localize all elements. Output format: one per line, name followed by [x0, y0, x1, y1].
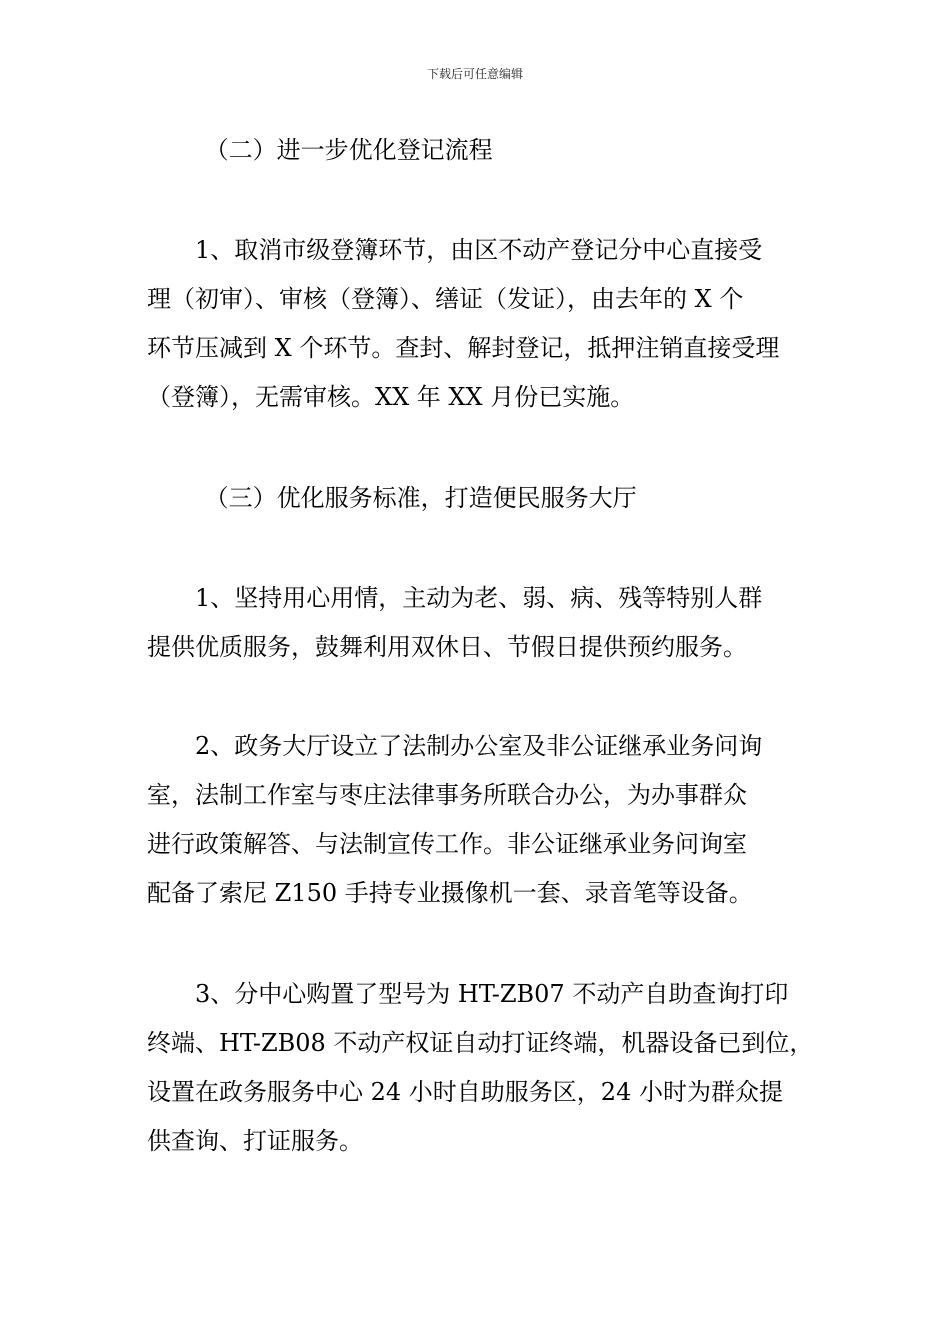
paragraph-line: 1、取消市级登簿环节，由区不动产登记分中心直接受 [195, 236, 763, 264]
paragraph-line: 提供优质服务，鼓舞利用双休日、节假日提供预约服务。 [147, 633, 747, 661]
paragraph-special-groups [147, 574, 812, 672]
section-heading-2: （二）进一步优化登记流程 [204, 136, 493, 164]
paragraph-line: 设置在政务服务中心 24 小时自助服务区，24 小时为群众提 [147, 1078, 783, 1106]
paragraph-registration-process [147, 226, 812, 422]
paragraph-line: 室，法制工作室与枣庄法律事务所联合办公，为办事群众 [147, 781, 747, 809]
page-header-note: 下载后可任意编辑 [426, 67, 523, 81]
paragraph-line: 终端、HT-ZB08 不动产权证自动打证终端，机器设备已到位， [147, 1029, 814, 1057]
section-heading-3: （三）优化服务标准，打造便民服务大厅 [204, 484, 637, 512]
paragraph-line: 3、分中心购置了型号为 HT-ZB07 不动产自助查询打印 [195, 980, 789, 1008]
paragraph-self-service [147, 970, 812, 1166]
paragraph-line: 配备了索尼 Z150 手持专业摄像机一套、录音笔等设备。 [147, 879, 753, 907]
paragraph-line: 2、政务大厅设立了法制办公室及非公证继承业务问询 [195, 732, 763, 760]
paragraph-line: 理（初审）、审核（登簿）、缮证（发证），由去年的 X 个 [147, 285, 744, 313]
paragraph-line: 进行政策解答、与法制宣传工作。非公证继承业务问询室 [147, 830, 747, 858]
paragraph-line: 供查询、打证服务。 [147, 1127, 363, 1155]
paragraph-line: 环节压减到 X 个环节。查封、解封登记，抵押注销直接受理 [147, 334, 780, 362]
paragraph-line: （登簿），无需审核。XX 年 XX 月份已实施。 [147, 383, 635, 411]
paragraph-line: 1、坚持用心用情，主动为老、弱、病、残等特别人群 [195, 584, 763, 612]
paragraph-legal-office [147, 722, 812, 918]
